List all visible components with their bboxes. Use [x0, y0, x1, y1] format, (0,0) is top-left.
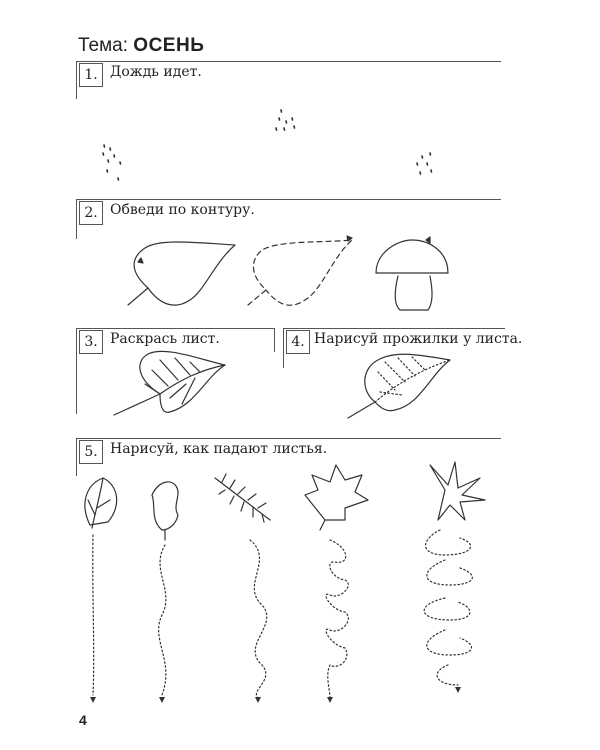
falling-leaf-3 [215, 474, 270, 522]
rain-drops-left [103, 145, 121, 180]
falling-path-1 [93, 535, 94, 695]
falling-path-5 [424, 530, 472, 685]
task-4-number: 4. [286, 330, 310, 354]
falling-path-4 [326, 540, 348, 698]
trace-mushroom-cap [376, 240, 448, 273]
falling-path-2 [159, 545, 166, 695]
rain-drops-center [276, 110, 295, 130]
falling-leaf-5 [430, 462, 485, 520]
falling-leaf-2 [152, 482, 178, 540]
rain-drops-group [103, 110, 432, 180]
color-leaf [114, 351, 225, 415]
task-1-number: 1. [79, 63, 103, 87]
task-3-number: 3. [79, 330, 103, 354]
task-5-text: Нарисуй, как падают листья. [110, 441, 328, 457]
task-4-text: Нарисуй прожилки у листа. [314, 331, 523, 347]
task-1-text: Дождь идет. [110, 64, 202, 80]
falling-leaf-1 [85, 478, 117, 528]
veins-leaf [348, 354, 450, 418]
task-5-number: 5. [79, 440, 103, 464]
task-2-number: 2. [79, 201, 103, 225]
falling-leaf-4 [305, 465, 368, 530]
falling-paths [93, 530, 473, 698]
falling-path-arrows [90, 687, 461, 703]
title-topic: ОСЕНЬ [133, 35, 205, 56]
falling-path-3 [250, 540, 267, 698]
task-3-text: Раскрась лист. [110, 331, 220, 347]
trace-leaf-solid [128, 242, 235, 305]
rain-drops-right [417, 153, 432, 174]
page-number: 4 [79, 712, 87, 728]
trace-leaf-dashed [248, 240, 352, 305]
task-2-text: Обведи по контуру. [110, 202, 255, 218]
title-prefix: Тема: [78, 35, 129, 56]
trace-mushroom-stem [395, 276, 432, 310]
trace-leaf-arrow [138, 258, 143, 263]
